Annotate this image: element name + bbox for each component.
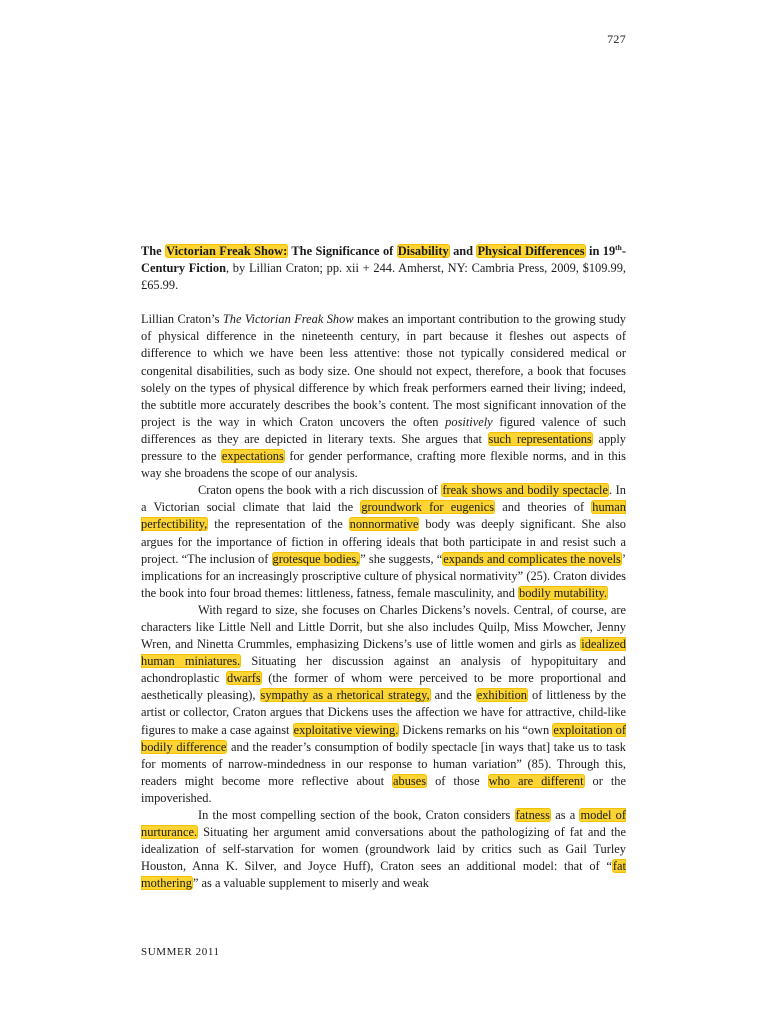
- highlight: model of nurturance.: [141, 808, 627, 840]
- highlight: human perfectibility,: [141, 500, 627, 532]
- highlight: expands and complicates the novels: [443, 551, 621, 566]
- highlight: nonnormative: [349, 517, 419, 532]
- highlight: such representations: [488, 431, 592, 446]
- highlight: exhibition: [476, 688, 527, 703]
- highlight: freak shows and bodily spectacle: [442, 483, 608, 498]
- highlight: Physical Differences: [477, 244, 585, 258]
- publication-details: , by Lillian Craton; pp. xii + 244. Amherst, NY: Cambria Press, 2009, $109.99, £65.99.: [141, 261, 626, 293]
- highlight: abuses: [393, 773, 427, 788]
- highlight: Disability: [397, 244, 449, 258]
- paragraph: With regard to size, she focuses on Charles Dickens’s novels. Central, of course, are characters like Little Nell and Little Dorrit, but she also includes Quilp, Miss Mowcher, Jenny Wren, and Ninetta Crummles, emphasizing Dickens’s use of little women and girls as idealized human miniatures. Situating her discussion against an analysis of hypopituitary and achondroplastic dwarfs (the former of whom were perceived to be more proportional and aesthetically pleasing), sympathy as a rhetorical strategy, and the exhibition of littleness by the artist or collector, Craton argues that Dickens uses the affection we have for attractive, child-like figures to make a case against exploitative viewing. Dickens remarks on his “own exploitation of bodily difference and the reader’s consumption of bodily spectacle [in ways that] take us to task for moments of narrow-mindedness in our response to human variation” (85). Through this, readers might become more reflective about abuses of those who are different or the impoverished.: [141, 602, 627, 805]
- journal-issue-footer: SUMMER 2011: [141, 946, 220, 958]
- highlight: dwarfs: [226, 671, 261, 686]
- paragraph: Lillian Craton’s The Victorian Freak Show makes an important contribution to the growing study of physical difference in the nineteenth century, in part because it fleshes out aspects of difference to which we have been less attentive: those not typically considered medical or congenital disabilities, such as body size. One should not expect, therefore, a book that focuses solely on the types of physical difference by which freak performers earned their living; indeed, the subtitle more accurately describes the book’s content. The most significant innovation of the project is the way in which Craton uncovers the often positively figured valence of such differences as they are depicted in literary texts. She argues that such representations apply pressure to the expectations for gender performance, crafting more flexible norms, and in this way she broadens the scope of our analysis.: [141, 312, 627, 481]
- highlight: expectations: [221, 449, 284, 464]
- highlight: idealized human miniatures.: [141, 637, 626, 669]
- highlight: exploitative viewing.: [293, 722, 399, 737]
- page-number: 727: [607, 32, 626, 46]
- paragraph: Craton opens the book with a rich discussion of freak shows and bodily spectacle. In a Victorian social climate that laid the groundwork for eugenics and theories of human perfectibility, the representation of the nonnormative body was deeply significant. She also argues for the importance of fiction in offering ideals that both participate in and resist such a project. “The inclusion of grotesque bodies,” she suggests, “expands and complicates the novels’ implications for an increasingly proscriptive culture of physical normativity” (25). Craton divides the book into four broad themes: littleness, fatness, female masculinity, and bodily mutability.: [141, 483, 627, 600]
- highlight: grotesque bodies,: [272, 551, 360, 566]
- highlight: sympathy as a rhetorical strategy,: [260, 688, 430, 703]
- highlight: groundwork for eugenics: [361, 500, 495, 515]
- review-body: [141, 311, 626, 892]
- paragraph: In the most compelling section of the book, Craton considers fatness as a model of nurturance. Situating her argument amid conversations about the pathologizing of fat and the idealization of self-starvation for women (groundwork laid by critics such as Gail Turley Houston, Anna K. Silver, and Joyce Huff), Craton sees an additional model: that of “fat mothering” as a valuable supplement to miserly and weak: [141, 808, 627, 891]
- highlight: who are different: [488, 773, 584, 788]
- highlight: exploitation of bodily difference: [141, 722, 626, 754]
- review-citation: [141, 243, 626, 294]
- highlight: Victorian Freak Show:: [166, 244, 288, 258]
- highlight: bodily mutability.: [519, 585, 608, 600]
- highlight: fat mothering: [141, 859, 626, 891]
- book-review: [141, 243, 626, 892]
- book-title: The Victorian Freak Show: The Significance of Disability and Physical Differences in 19th-Century Fiction: [141, 242, 626, 276]
- highlight: fatness: [515, 808, 550, 822]
